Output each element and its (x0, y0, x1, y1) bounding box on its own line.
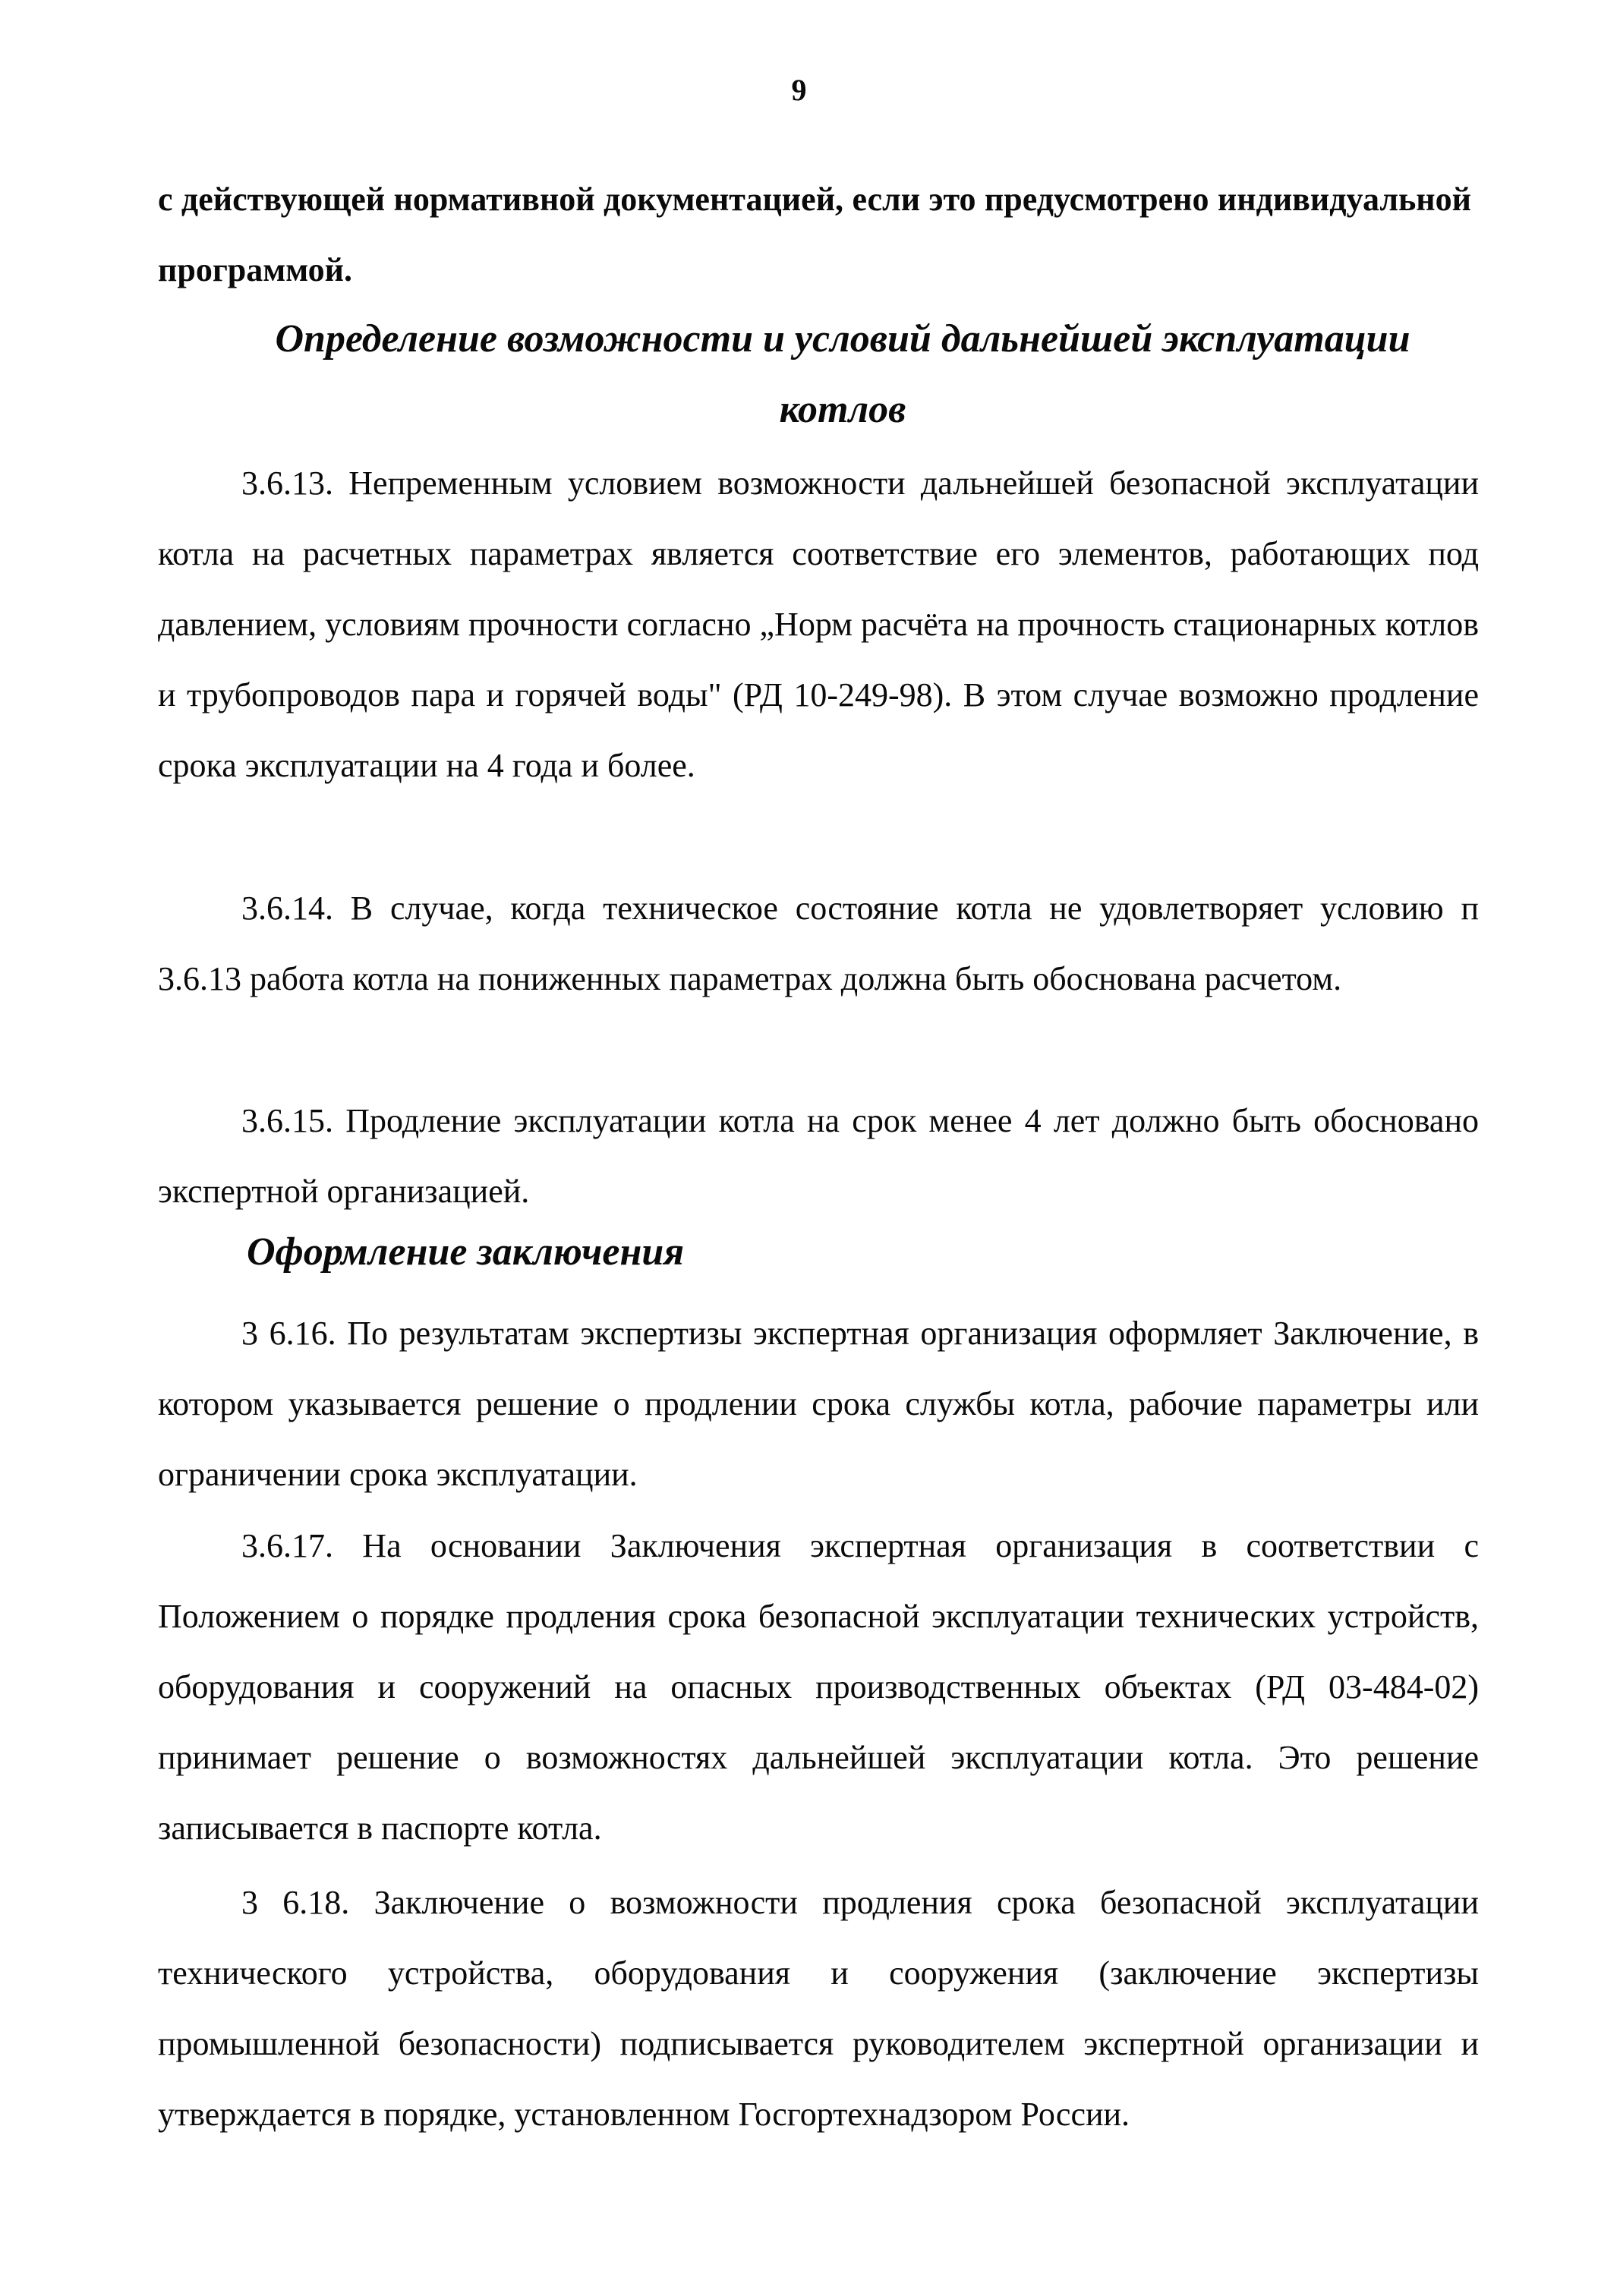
paragraph-3-6-18: 3 6.18. Заключение о возможности продления срока безопасной эксплуатации технического устройства, оборудования и сооружения (заключение экспертизы промышленной безопасности) подписывается руководителем экспертной организации и утверждается в порядке, установленном Госгортехнадзором России. (158, 1884, 1479, 2133)
section-heading-conclusion: Оформление заключения (247, 1230, 685, 1274)
paragraph-3-6-14: 3.6.14. В случае, когда техническое состояние котла не удовлетворяет условию п 3.6.13 работа котла на пониженных параметрах должна быть обоснована расчетом. (158, 890, 1479, 997)
continuation-paragraph: с действующей нормативной документацией, если это предусмотрено индивидуальной программой. (158, 181, 1471, 288)
paragraph-3-6-16: 3 6.16. По результатам экспертизы экспертная организация оформляет Заключение, в котором указывается решение о продлении срока службы котла, рабочие параметры или ограничении срока эксплуатации. (158, 1315, 1479, 1493)
paragraph-3-6-17: 3.6.17. На основании Заключения экспертная организация в соответствии с Положением о порядке продления срока безопасной эксплуатации технических устройств, оборудования и сооружений на опасных производственных объектах (РД 03-484-02) принимает решение о возможностях дальнейшей эксплуатации котла. Это решение записывается в паспорте котла. (158, 1527, 1479, 1847)
paragraph-3-6-13: 3.6.13. Непременным условием возможности дальнейшей безопасной эксплуатации котла на расчетных параметрах является соответствие его элементов, работающих под давлением, условиям прочности согласно „Норм расчёта на прочность стационарных котлов и трубопроводов пара и горячей воды" (РД 10-249-98). В этом случае возможно продление срока эксплуатации на 4 года и более. (158, 465, 1479, 784)
paragraph-3-6-15: 3.6.15. Продление эксплуатации котла на срок менее 4 лет должно быть обосновано экспертной организацией. (158, 1102, 1479, 1210)
page-number: 9 (791, 73, 807, 107)
section-heading-continued-operation: Определение возможности и условий дальнейшей эксплуатации котлов (275, 317, 1410, 431)
